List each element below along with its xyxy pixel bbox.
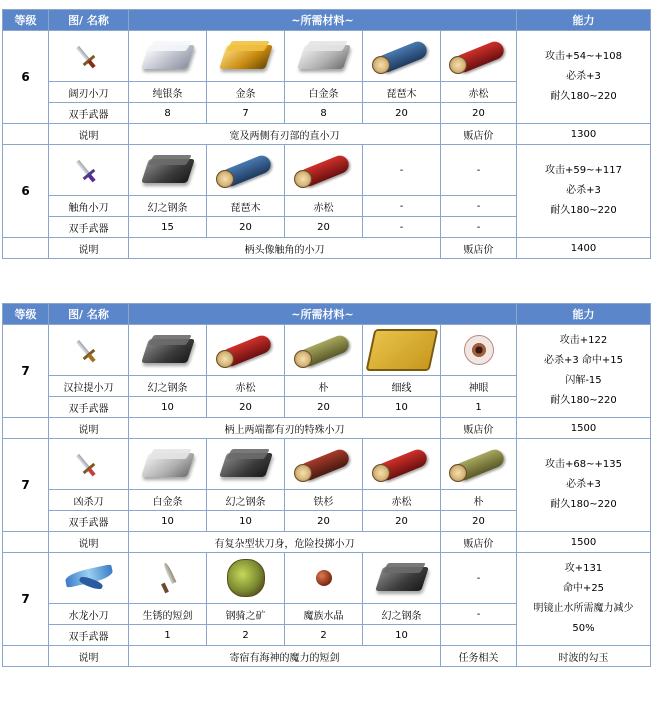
material-qty: 10 bbox=[129, 397, 207, 418]
material-qty: 7 bbox=[207, 103, 285, 124]
weapon-description: 有复杂型状刀身，危险投掷小刀 bbox=[129, 532, 441, 553]
desc-label: 说明 bbox=[49, 238, 129, 259]
desc-label: 说明 bbox=[49, 532, 129, 553]
weapon-description: 柄上两端都有刃的特殊小刀 bbox=[129, 418, 441, 439]
header-materials: ~所需材料~ bbox=[129, 10, 517, 31]
weapon-name: 汉拉提小刀 bbox=[49, 376, 129, 397]
weapon-level: 7 bbox=[3, 439, 49, 532]
empty-material-icon: - bbox=[363, 145, 441, 196]
weapon-type: 双手武器 bbox=[49, 511, 129, 532]
platinum-bar-icon bbox=[141, 445, 195, 483]
phantom-steel-bar-icon bbox=[141, 151, 195, 189]
weapon-name: 水龙小刀 bbox=[49, 604, 129, 625]
material-qty: 10 bbox=[129, 511, 207, 532]
table-row bbox=[3, 238, 651, 259]
empty-material-icon: - bbox=[441, 553, 517, 604]
material-name: 幻之钢条 bbox=[129, 376, 207, 397]
weapon-price: 时波的勾玉 bbox=[517, 646, 651, 667]
material-name: 魔族水晶 bbox=[285, 604, 363, 625]
desc-label: 说明 bbox=[49, 646, 129, 667]
phantom-steel-bar-icon bbox=[375, 559, 429, 597]
red-pine-icon bbox=[447, 36, 511, 76]
stat-line: 耐久180~220 bbox=[550, 91, 617, 102]
weapon-type: 双手武器 bbox=[49, 103, 129, 124]
weapon-stats bbox=[517, 145, 651, 238]
material-name: 琵琶木 bbox=[363, 82, 441, 103]
platinum-bar-icon bbox=[297, 37, 351, 75]
weapon-price: 1500 bbox=[517, 532, 651, 553]
material-qty: 8 bbox=[129, 103, 207, 124]
stat-line: 必杀+3 命中+15 bbox=[543, 355, 624, 366]
material-name: 细线 bbox=[363, 376, 441, 397]
desc-label: 说明 bbox=[49, 418, 129, 439]
rusty-short-sword-icon bbox=[153, 560, 183, 596]
table-row bbox=[3, 418, 651, 439]
table-header-row bbox=[3, 304, 651, 325]
weapon-table-1 bbox=[2, 9, 651, 259]
hemlock-wood-icon bbox=[292, 444, 356, 484]
material-name: 朴 bbox=[441, 490, 517, 511]
weapon-price: 1400 bbox=[517, 238, 651, 259]
table-row bbox=[3, 31, 651, 82]
weapon-type: 双手武器 bbox=[49, 397, 129, 418]
material-name: 赤松 bbox=[363, 490, 441, 511]
stat-line: 闪解-15 bbox=[565, 375, 602, 386]
weapon-level: 7 bbox=[3, 325, 49, 418]
demon-crystal-icon bbox=[316, 570, 332, 586]
stat-line: 命中+25 bbox=[562, 583, 605, 594]
weapon-description: 宽及两侧有刃部的直小刀 bbox=[129, 124, 441, 145]
weapon-level: 6 bbox=[3, 31, 49, 124]
table-row bbox=[3, 145, 651, 196]
table-row bbox=[3, 646, 651, 667]
header-name: 图/ 名称 bbox=[49, 304, 129, 325]
empty-material-icon: - bbox=[441, 145, 517, 196]
stat-line: 攻击+59~+117 bbox=[545, 165, 622, 176]
divine-eye-icon bbox=[464, 335, 494, 365]
stat-line: 必杀+3 bbox=[566, 185, 601, 196]
wide-blade-knife-icon bbox=[74, 41, 104, 71]
material-qty: 15 bbox=[129, 217, 207, 238]
table-header-row bbox=[3, 10, 651, 31]
weapon-price: 1300 bbox=[517, 124, 651, 145]
material-name: 白金条 bbox=[129, 490, 207, 511]
material-qty: 20 bbox=[285, 217, 363, 238]
red-pine-icon bbox=[214, 330, 278, 370]
hanlati-knife-icon bbox=[74, 335, 104, 365]
material-qty: 2 bbox=[285, 625, 363, 646]
price-label: 贩店价 bbox=[441, 238, 517, 259]
steel-rider-ore-icon bbox=[227, 559, 265, 597]
material-qty: 20 bbox=[441, 103, 517, 124]
material-qty: 20 bbox=[285, 511, 363, 532]
weapon-name: 阔刃小刀 bbox=[49, 82, 129, 103]
material-name: 幻之钢条 bbox=[363, 604, 441, 625]
hackberry-wood-icon bbox=[292, 330, 356, 370]
red-pine-icon bbox=[370, 444, 434, 484]
material-qty: 8 bbox=[285, 103, 363, 124]
material-qty: - bbox=[363, 217, 441, 238]
material-name: 赤松 bbox=[285, 196, 363, 217]
material-name: 纯银条 bbox=[129, 82, 207, 103]
material-qty: 2 bbox=[207, 625, 285, 646]
hackberry-wood-icon bbox=[447, 444, 511, 484]
header-name: 图/ 名称 bbox=[49, 10, 129, 31]
material-qty: 1 bbox=[129, 625, 207, 646]
stat-line: 耐久180~220 bbox=[550, 395, 617, 406]
weapon-description: 柄头像触角的小刀 bbox=[129, 238, 441, 259]
red-pine-icon bbox=[292, 150, 356, 190]
material-name: 幻之钢条 bbox=[129, 196, 207, 217]
stat-line: 必杀+3 bbox=[566, 71, 601, 82]
silver-bar-icon bbox=[141, 37, 195, 75]
table-row bbox=[3, 325, 651, 376]
weapon-type: 双手武器 bbox=[49, 625, 129, 646]
weapon-name: 触角小刀 bbox=[49, 196, 129, 217]
weapon-table-2 bbox=[2, 303, 651, 667]
material-name: 白金条 bbox=[285, 82, 363, 103]
weapon-stats bbox=[517, 439, 651, 532]
pipa-wood-icon bbox=[370, 36, 434, 76]
weapon-type: 双手武器 bbox=[49, 217, 129, 238]
material-name: 金条 bbox=[207, 82, 285, 103]
table-row bbox=[3, 532, 651, 553]
weapon-price: 1500 bbox=[517, 418, 651, 439]
stat-line: 攻击+122 bbox=[559, 335, 608, 346]
stat-line: 耐久180~220 bbox=[550, 499, 617, 510]
material-name: - bbox=[363, 196, 441, 217]
gold-bar-icon bbox=[219, 37, 273, 75]
assassin-knife-icon bbox=[74, 449, 104, 479]
material-name: 幻之钢条 bbox=[207, 490, 285, 511]
table-row bbox=[3, 124, 651, 145]
header-materials: ~所需材料~ bbox=[129, 304, 517, 325]
material-qty: 20 bbox=[207, 217, 285, 238]
weapon-name: 凶杀刀 bbox=[49, 490, 129, 511]
weapon-level: 6 bbox=[3, 145, 49, 238]
stat-line: 50% bbox=[572, 623, 595, 634]
price-label: 任务相关 bbox=[441, 646, 517, 667]
desc-label: 说明 bbox=[49, 124, 129, 145]
material-name: 铁杉 bbox=[285, 490, 363, 511]
material-name: 赤松 bbox=[441, 82, 517, 103]
header-level: 等级 bbox=[3, 304, 49, 325]
price-label: 贩店价 bbox=[441, 532, 517, 553]
stat-line: 攻击+68~+135 bbox=[545, 459, 622, 470]
antenna-knife-icon bbox=[74, 155, 104, 185]
material-name: - bbox=[441, 604, 517, 625]
stat-line: 明镜止水所需魔力减少 bbox=[533, 603, 634, 614]
stat-line: 必杀+3 bbox=[566, 479, 601, 490]
material-qty bbox=[441, 625, 517, 646]
price-label: 贩店价 bbox=[441, 418, 517, 439]
stat-line: 攻击+54~+108 bbox=[545, 51, 622, 62]
header-level: 等级 bbox=[3, 10, 49, 31]
phantom-steel-bar-icon bbox=[219, 445, 273, 483]
fine-thread-icon bbox=[365, 329, 438, 371]
material-name: - bbox=[441, 196, 517, 217]
material-qty: 20 bbox=[363, 511, 441, 532]
material-name: 生锈的短剑 bbox=[129, 604, 207, 625]
stat-line: 耐久180~220 bbox=[550, 205, 617, 216]
water-dragon-knife-icon bbox=[61, 563, 117, 593]
stat-line: 攻+131 bbox=[564, 563, 603, 574]
material-name: 赤松 bbox=[207, 376, 285, 397]
material-qty: 20 bbox=[441, 511, 517, 532]
header-ability: 能力 bbox=[517, 10, 651, 31]
weapon-stats bbox=[517, 325, 651, 418]
phantom-steel-bar-icon bbox=[141, 331, 195, 369]
weapon-level: 7 bbox=[3, 553, 49, 646]
material-qty: 20 bbox=[207, 397, 285, 418]
table-row bbox=[3, 553, 651, 604]
price-label: 贩店价 bbox=[441, 124, 517, 145]
material-qty: 1 bbox=[441, 397, 517, 418]
material-qty: 10 bbox=[207, 511, 285, 532]
material-name: 神眼 bbox=[441, 376, 517, 397]
table-row bbox=[3, 439, 651, 490]
material-name: 琵琶木 bbox=[207, 196, 285, 217]
weapon-stats bbox=[517, 31, 651, 124]
material-qty: 20 bbox=[285, 397, 363, 418]
header-ability: 能力 bbox=[517, 304, 651, 325]
material-name: 钢骑之矿 bbox=[207, 604, 285, 625]
weapon-description: 寄宿有海神的魔力的短剑 bbox=[129, 646, 441, 667]
weapon-stats bbox=[517, 553, 651, 646]
material-name: 朴 bbox=[285, 376, 363, 397]
material-qty: - bbox=[441, 217, 517, 238]
material-qty: 20 bbox=[363, 103, 441, 124]
material-qty: 10 bbox=[363, 397, 441, 418]
material-qty: 10 bbox=[363, 625, 441, 646]
pipa-wood-icon bbox=[214, 150, 278, 190]
